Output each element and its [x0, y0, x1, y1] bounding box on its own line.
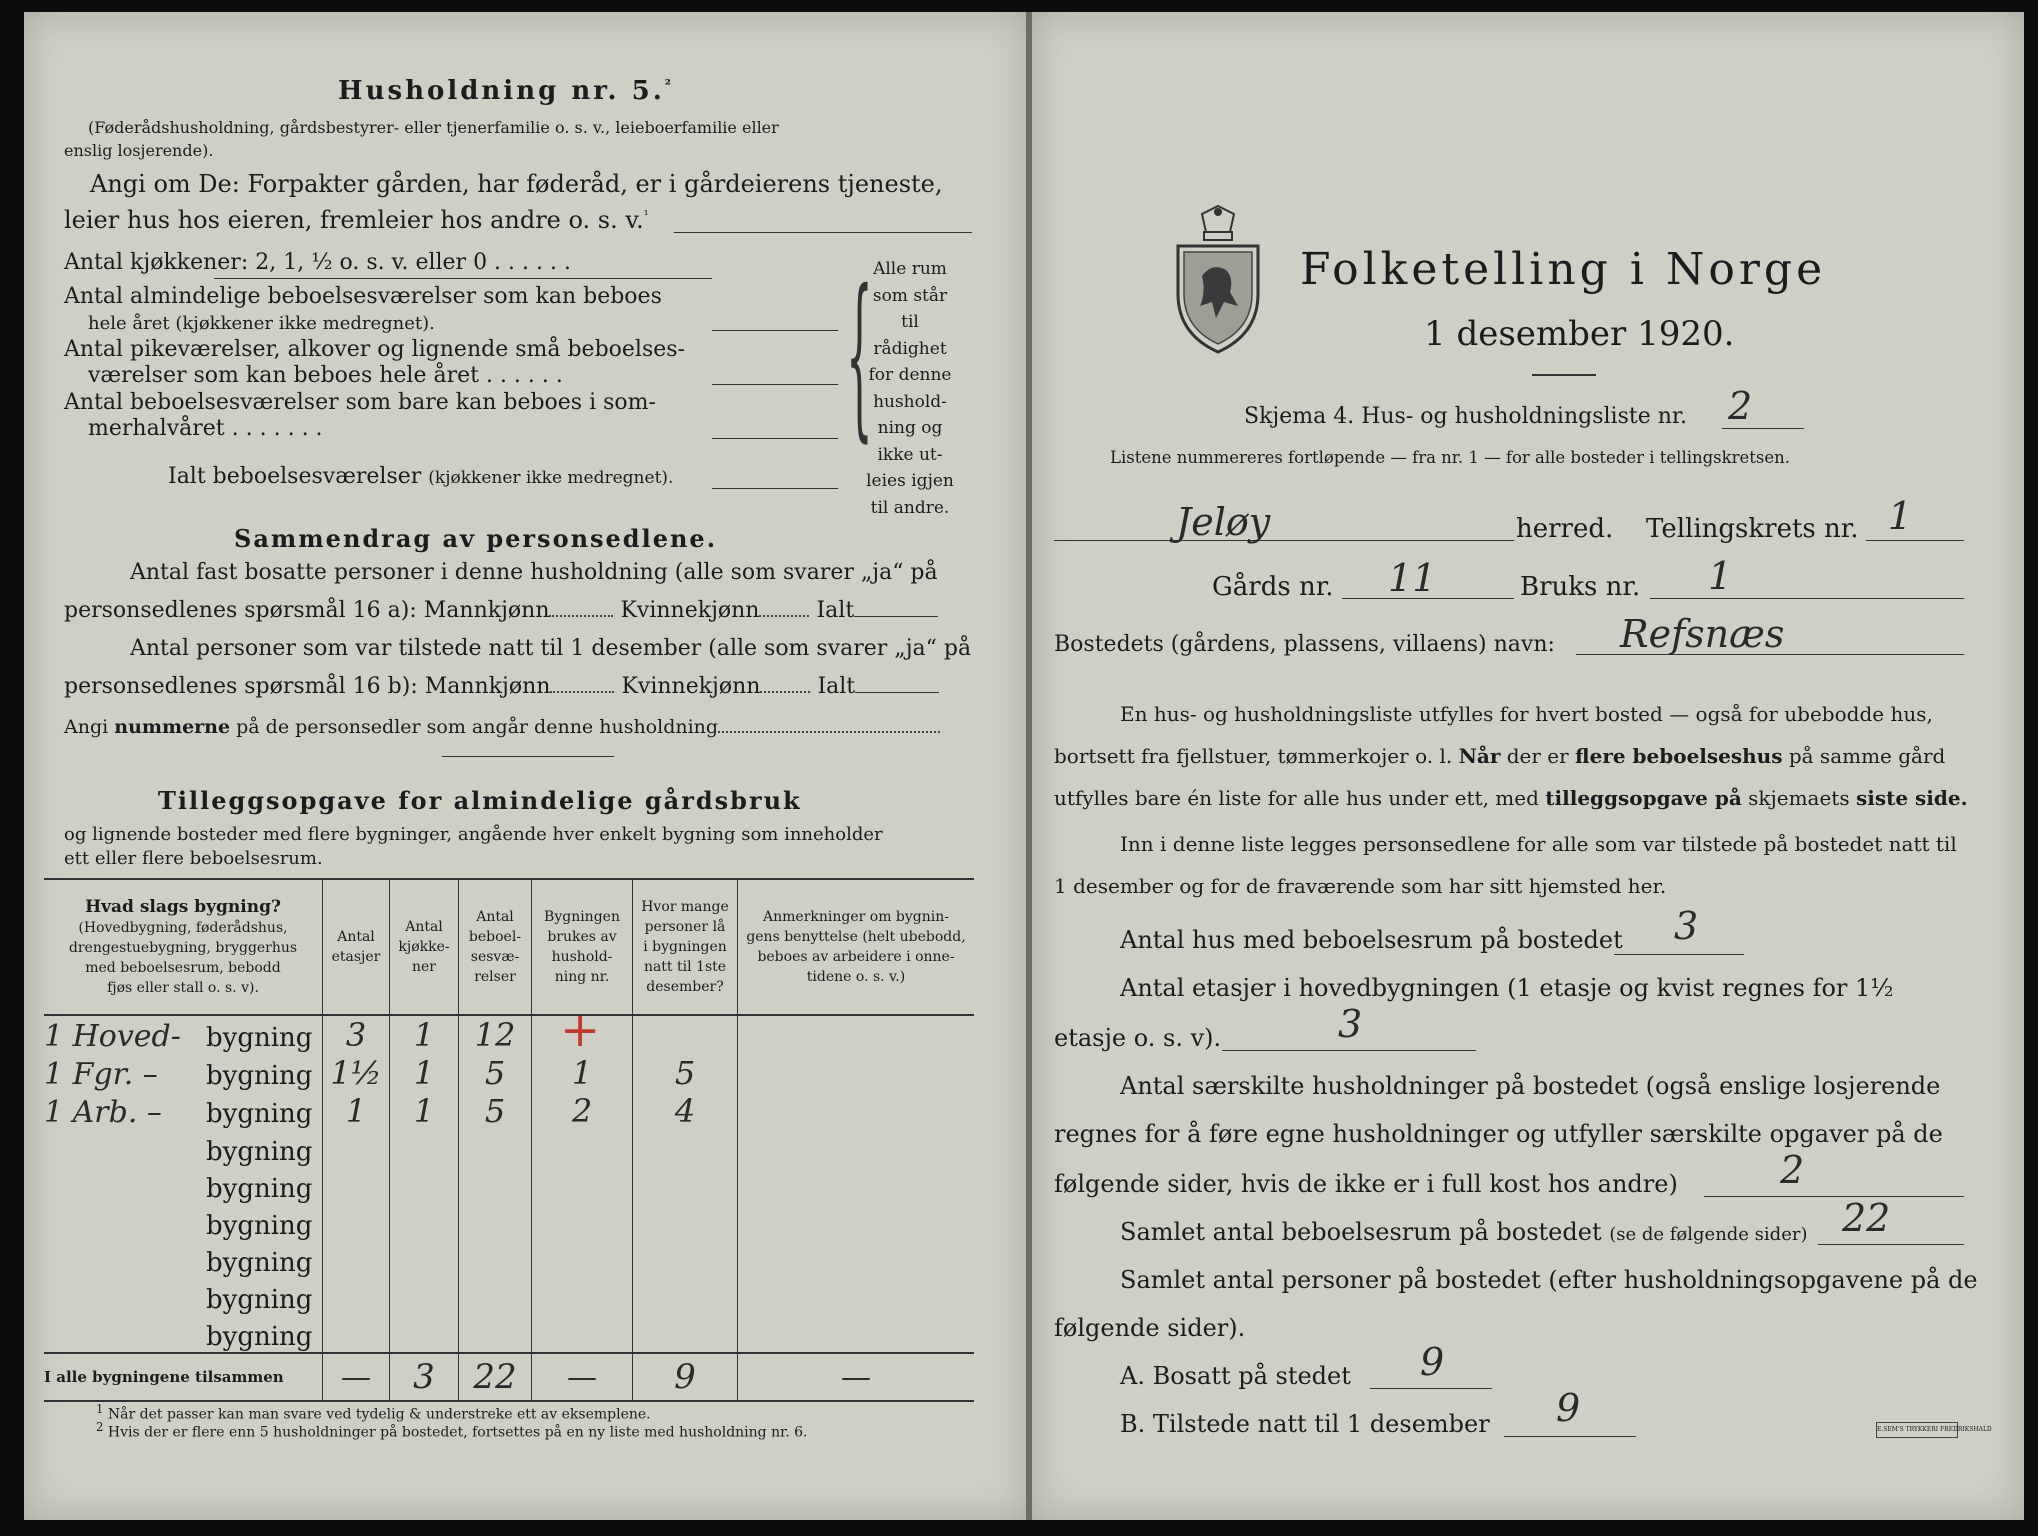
row-type-cell: 1 Arb. – bygning: [44, 1095, 313, 1130]
row-type-cell: bygning: [206, 1285, 313, 1315]
col-anmerkninger: Anmerkninger om bygnin- gens benyttelse (helt ubebodd, beboes av arbeidere i onne- tidene o. s. v.): [738, 879, 975, 1015]
row-pers: [633, 1241, 738, 1278]
bosted-label: Bostedets (gårdens, plassens, villaens) navn:: [1054, 632, 1555, 657]
angi-answer-line: [674, 232, 972, 233]
samlet-rum-line: [1818, 1244, 1964, 1245]
rooms-maid-2: værelser som kan beboes hele året . . . . . .: [88, 363, 563, 388]
row-anm: [738, 1015, 975, 1054]
row-etasjer: [323, 1204, 390, 1241]
angi-line2: leier hus hos eieren, fremleier hos andre o. s. v.$^{^1}$: [64, 206, 649, 234]
tilstede-value: 9: [1556, 1386, 1581, 1430]
hush-line1: Antal særskilte husholdninger på bostedet (også enslige losjerende: [1120, 1072, 1941, 1100]
table-row: [44, 1278, 974, 1315]
row-kjokken: [390, 1167, 459, 1204]
row-hush: 2: [532, 1092, 633, 1130]
table-row: [44, 1092, 974, 1130]
row-type-cell: bygning: [206, 1137, 313, 1167]
bosatt-value: 9: [1420, 1340, 1445, 1384]
etasjer-value: 3: [1338, 1002, 1363, 1046]
row-type-cell: bygning: [206, 1174, 313, 1204]
row-pers: 5: [633, 1054, 738, 1092]
row-pers: [633, 1130, 738, 1167]
row-hush: [532, 1130, 633, 1167]
angi-line1: Angi om De: Forpakter gården, har føderåd, er i gårdeierens tjeneste,: [90, 170, 943, 198]
total-hush: —: [532, 1353, 633, 1401]
row-rom: 12: [459, 1015, 532, 1054]
row-anm: [738, 1204, 975, 1241]
total-anm: —: [738, 1353, 975, 1401]
row-etasjer: [323, 1130, 390, 1167]
row-kjokken: [390, 1130, 459, 1167]
rooms-total-line: [712, 488, 838, 489]
col-personer: Hvor mange personer lå i bygningen natt til 1ste desember?: [633, 879, 738, 1015]
summary-b-line2: personsedlenes spørsmål 16 b): Mannkjønn Kvinnekjønn Ialt: [64, 674, 939, 699]
total-etasjer: —: [323, 1353, 390, 1401]
angi-nummerne: Angi nummerne på de personsedler som angår denne husholdning: [64, 716, 940, 738]
row-pers: [633, 1204, 738, 1241]
row-rom: [459, 1278, 532, 1315]
row-pers: [633, 1167, 738, 1204]
table-row: [44, 1015, 974, 1054]
col-husholdning: Bygningen brukes av hushold- ning nr.: [532, 879, 633, 1015]
summary-title: Sammendrag av personsedlene.: [234, 524, 718, 553]
rooms-total: Ialt beboelsesværelser (kjøkkener ikke medregnet).: [168, 464, 674, 489]
bruks-line: [1650, 598, 1964, 599]
household-title: Husholdning nr. 5.$^{^2}$: [338, 76, 674, 106]
row-kjokken: [390, 1315, 459, 1353]
table-row: [44, 1054, 974, 1092]
hush-line2: regnes for å føre egne husholdninger og utfyller særskilte opgaver på de: [1054, 1120, 1943, 1148]
row-hush: [532, 1204, 633, 1241]
row-rom: [459, 1315, 532, 1353]
skjema-line: Skjema 4. Hus- og husholdningsliste nr.: [1244, 404, 1687, 429]
listene-note: Listene nummereres fortløpende — fra nr. 1 — for alle bosteder i tellingskretsen.: [1110, 448, 1791, 467]
row-anm: [738, 1278, 975, 1315]
row-anm: [738, 1054, 975, 1092]
samlet-rum-value: 22: [1842, 1196, 1891, 1240]
krets-label: Tellingskrets nr.: [1646, 514, 1859, 544]
row-rom: 5: [459, 1092, 532, 1130]
row-etasjer: [323, 1167, 390, 1204]
row-anm: [738, 1315, 975, 1353]
household-paren-line1: (Føderådshusholdning, gårdsbestyrer- eller tjenerfamilie o. s. v., leieboerfamilie eller: [88, 118, 779, 137]
rooms-answer-line-1: [712, 330, 838, 331]
summary-a-line2: personsedlenes spørsmål 16 a): Mannkjønn Kvinnekjønn Ialt: [64, 598, 938, 623]
bruks-label: Bruks nr.: [1520, 572, 1641, 602]
row-type-cell: 1 Hoved- bygning: [44, 1019, 313, 1054]
etasjer-line1: Antal etasjer i hovedbygningen (1 etasje og kvist regnes for 1½: [1120, 974, 1894, 1002]
samlet-rum: Samlet antal beboelsesrum på bostedet (se de følgende sider): [1120, 1218, 1808, 1246]
herred-line: [1054, 540, 1514, 541]
gards-label: Gårds nr.: [1212, 572, 1334, 602]
col-building-type: Hvad slags bygning? (Hovedbygning, føderådshus, drengestuebygning, bryggerhus med beboelsesrum, bebodd fjøs eller stall o. s. v).: [44, 879, 323, 1015]
row-etasjer: [323, 1315, 390, 1353]
row-rom: [459, 1130, 532, 1167]
para1-line1: En hus- og husholdningsliste utfylles for hvert bosted — også for ubebodde hus,: [1120, 702, 1933, 726]
summary-a-line1: Antal fast bosatte personer i denne husholdning (alle som svarer „ja“ på: [130, 560, 938, 585]
rooms-answer-line-3: [712, 438, 838, 439]
hush-value: 2: [1780, 1148, 1805, 1192]
summary-b-line1: Antal personer som var tilstede natt til 1 desember (alle som svarer „ja“ på: [130, 636, 972, 661]
rooms-answer-line-2: [712, 384, 838, 385]
herred-value: Jeløy: [1176, 500, 1271, 544]
table-total-row: [44, 1353, 974, 1401]
row-hush: [532, 1241, 633, 1278]
building-table: [44, 878, 974, 1402]
bosatt-line: [1370, 1388, 1492, 1389]
row-hush: [532, 1167, 633, 1204]
para1-line2: bortsett fra fjellstuer, tømmerkojer o. l. Når der er flere beboelseshus på samme gård: [1054, 744, 1946, 768]
rooms-kitchens-line: [214, 278, 712, 279]
row-kjokken: 1: [390, 1054, 459, 1092]
census-date: 1 desember 1920.: [1424, 314, 1735, 354]
samlet-pers-line2: følgende sider).: [1054, 1314, 1246, 1342]
rooms-ordinary-1: Antal almindelige beboelsesværelser som kan beboes: [64, 284, 662, 309]
footnote-2: $^2$ Hvis der er flere enn 5 husholdninger på bostedet, fortsettes på en ny liste med husholdning nr. 6.: [96, 1420, 808, 1441]
krets-line: [1866, 540, 1964, 541]
total-label: I alle bygningene tilsammen: [44, 1353, 323, 1401]
tillegg-sub1: og lignende bosteder med flere bygninger, angående hver enkelt bygning som inneholder: [64, 824, 883, 845]
table-row: [44, 1130, 974, 1167]
total-kjokken: 3: [390, 1353, 459, 1401]
row-kjokken: 1: [390, 1015, 459, 1054]
rooms-summer-2: merhalvåret . . . . . . .: [88, 416, 323, 441]
hus-label: Antal hus med beboelsesrum på bostedet: [1120, 926, 1623, 954]
side-note: Alle rum som står til rådighet for denne hushold- ning og ikke ut- leies igjen til andre.: [866, 259, 954, 518]
row-anm: [738, 1167, 975, 1204]
row-pers: [633, 1278, 738, 1315]
hus-line: [1614, 954, 1744, 955]
row-kjokken: [390, 1204, 459, 1241]
hush-line3: følgende sider, hvis de ikke er i full kost hos andre): [1054, 1170, 1678, 1198]
skjema-nr-line: [1722, 428, 1804, 429]
hush-answer-line: [1704, 1196, 1964, 1197]
census-title: Folketelling i Norge: [1300, 244, 1827, 295]
col-kjokkener: Antal kjøkke- ner: [390, 879, 459, 1015]
row-type-cell: bygning: [206, 1211, 313, 1241]
bosted-value: Refsnæs: [1620, 612, 1785, 656]
hus-value: 3: [1674, 904, 1699, 948]
col-etasjer: Antal etasjer: [323, 879, 390, 1015]
gards-value: 11: [1388, 556, 1437, 600]
para2-line2: 1 desember og for de fraværende som har sitt hjemsted her.: [1054, 874, 1667, 898]
total-rom: 22: [459, 1353, 532, 1401]
tillegg-sub2: ett eller flere beboelsesrum.: [64, 848, 323, 869]
tilstede-line: [1504, 1436, 1636, 1437]
row-rom: [459, 1241, 532, 1278]
bosatt-label: A. Bosatt på stedet: [1120, 1362, 1351, 1390]
side-brace: {: [846, 252, 873, 458]
building-table-header: [44, 879, 974, 1015]
rooms-kitchens: Antal kjøkkener: 2, 1, ½ o. s. v. eller 0 . . . . . .: [64, 250, 571, 275]
household-paren-line2: enslig losjerende).: [64, 141, 214, 160]
table-row: [44, 1315, 974, 1353]
tillegg-title: Tilleggsopgave for almindelige gårdsbruk: [158, 786, 802, 815]
row-anm: [738, 1241, 975, 1278]
row-rom: [459, 1204, 532, 1241]
total-pers: 9: [633, 1353, 738, 1401]
row-rom: 5: [459, 1054, 532, 1092]
para1-line3: utfylles bare én liste for alle hus under ett, med tilleggsopgave på skjemaets siste side.: [1054, 786, 1968, 810]
footnote-1: $^1$ Når det passer kan man svare ved tydelig & understreke ett av eksemplene.: [96, 1402, 651, 1423]
rooms-ordinary-2: hele året (kjøkkener ikke medregnet).: [88, 313, 435, 334]
etasjer-answer-line: [1222, 1050, 1476, 1051]
row-kjokken: 1: [390, 1092, 459, 1130]
row-anm: [738, 1130, 975, 1167]
table-row: [44, 1167, 974, 1204]
section-divider: [442, 756, 614, 757]
skjema-nr-value: 2: [1728, 384, 1753, 428]
samlet-pers-line1: Samlet antal personer på bostedet (efter husholdningsopgavene på de: [1120, 1266, 1978, 1294]
bruks-value: 1: [1708, 554, 1733, 598]
herred-label: herred.: [1516, 514, 1614, 544]
row-type-cell: bygning: [206, 1248, 313, 1278]
row-hush: [532, 1278, 633, 1315]
row-type-cell: 1 Fgr. – bygning: [44, 1057, 313, 1092]
row-rom: [459, 1167, 532, 1204]
para2-line1: Inn i denne liste legges personsedlene for alle som var tilstede på bostedet natt til: [1120, 832, 1957, 856]
row-etasjer: 1: [323, 1092, 390, 1130]
row-kjokken: [390, 1241, 459, 1278]
row-type-cell: bygning: [206, 1322, 313, 1352]
coat-of-arms-icon: [1172, 206, 1264, 356]
table-row: [44, 1204, 974, 1241]
row-pers: 4: [633, 1092, 738, 1130]
printer-mark: E.SEM'S TRYKKERI FREDRIKSHALD: [1876, 1422, 1958, 1438]
tilstede-label: B. Tilstede natt til 1 desember: [1120, 1410, 1490, 1438]
rooms-summer-1: Antal beboelsesværelser som bare kan beboes i som-: [64, 390, 656, 415]
row-etasjer: 3: [323, 1015, 390, 1054]
row-etasjer: [323, 1241, 390, 1278]
rooms-maid-1: Antal pikeværelser, alkover og lignende små beboelses-: [64, 337, 685, 362]
title-rule: [1532, 374, 1596, 376]
row-pers: [633, 1015, 738, 1054]
etasjer-line2: etasje o. s. v).: [1054, 1024, 1222, 1052]
row-etasjer: 1½: [323, 1054, 390, 1092]
row-anm: [738, 1092, 975, 1130]
row-kjokken: [390, 1278, 459, 1315]
row-pers: [633, 1315, 738, 1353]
row-etasjer: [323, 1278, 390, 1315]
row-hush: [532, 1315, 633, 1353]
red-cross-mark: +: [560, 1002, 601, 1058]
row-hush: [532, 1002, 633, 1058]
table-row: [44, 1241, 974, 1278]
row-hush: 1: [532, 1054, 633, 1092]
col-rom: Antal beboel- sesvæ- relser: [459, 879, 532, 1015]
krets-value: 1: [1888, 494, 1913, 538]
